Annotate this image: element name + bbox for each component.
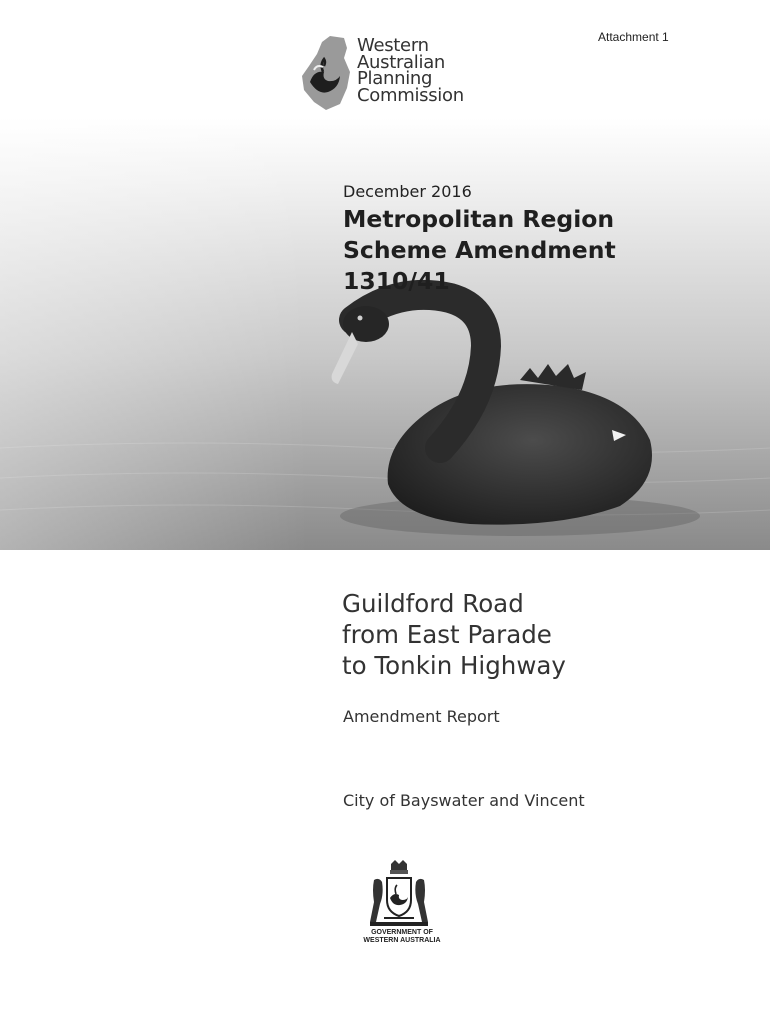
- gov-label-line-2: WESTERN AUSTRALIA: [363, 937, 441, 944]
- gov-label-line-1: GOVERNMENT OF: [371, 929, 433, 936]
- cover-title-line-2: Scheme Amendment: [343, 236, 616, 264]
- attachment-label: Attachment 1: [598, 30, 669, 44]
- cover-title-line-1: Metropolitan Region: [343, 205, 615, 233]
- subtitle-line-1: Guildford Road: [342, 589, 524, 618]
- wapc-name-line-1: Western: [357, 35, 429, 56]
- wapc-name-line-4: Commission: [357, 84, 464, 106]
- cover-title-line-3: 1310/41: [343, 267, 450, 295]
- subtitle-line-2: from East Parade: [342, 620, 552, 649]
- wapc-name-line-2: Australian: [357, 51, 446, 73]
- government-of-wa-label: [354, 929, 450, 945]
- cover-title: [343, 204, 616, 297]
- wa-coat-of-arms-icon: [362, 858, 436, 930]
- cover-date: December 2016: [343, 182, 472, 201]
- councils-line: City of Bayswater and Vincent: [343, 791, 585, 810]
- wapc-name: [357, 35, 464, 106]
- wapc-logo-icon: [300, 34, 360, 112]
- report-type: Amendment Report: [343, 707, 500, 726]
- subtitle-line-3: to Tonkin Highway: [342, 651, 566, 680]
- document-subtitle: [342, 588, 566, 681]
- wapc-name-line-3: Planning: [357, 68, 433, 89]
